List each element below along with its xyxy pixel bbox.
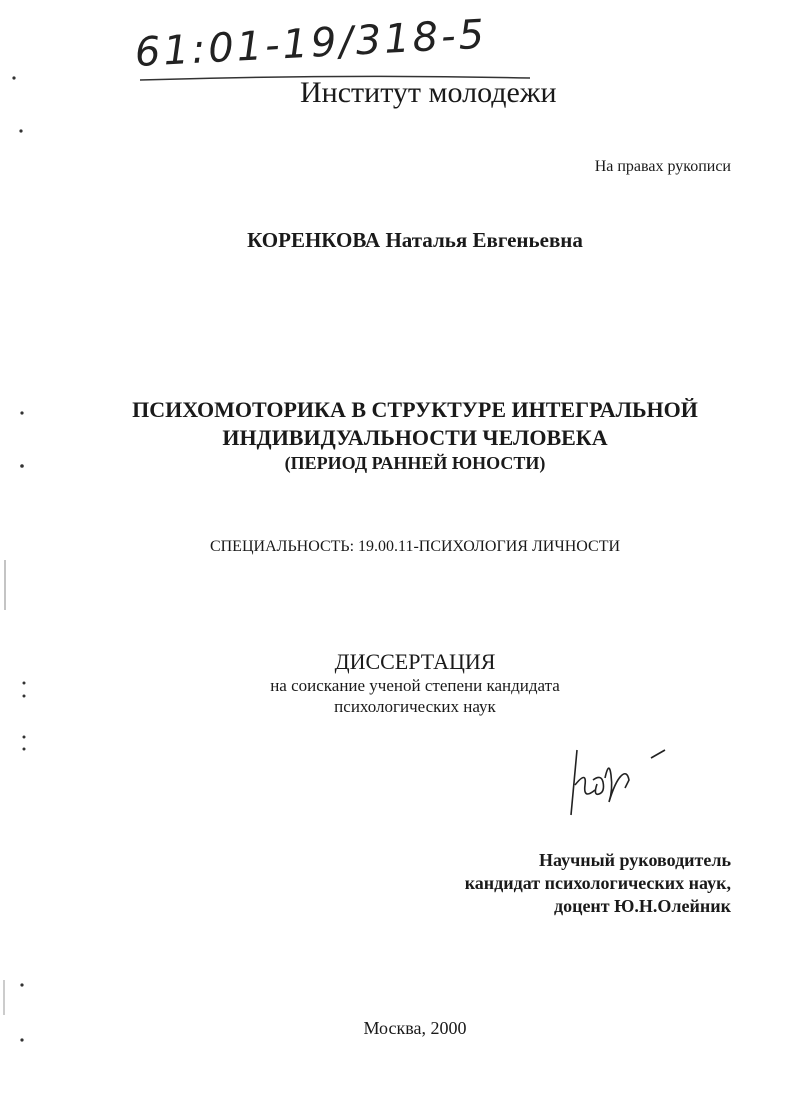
title-line-1: ПСИХОМОТОРИКА В СТРУКТУРЕ ИНТЕГРАЛЬНОЙ bbox=[132, 397, 698, 422]
specialty: СПЕЦИАЛЬНОСТЬ: 19.00.11-ПСИХОЛОГИЯ ЛИЧНОСТИ bbox=[209, 538, 621, 555]
handwritten-signature bbox=[565, 730, 675, 820]
manuscript-note: На правах рукописи bbox=[594, 158, 731, 175]
scan-dot bbox=[12, 76, 15, 79]
archive-code: 61:01-19/318-5 bbox=[133, 11, 489, 76]
scan-dot bbox=[20, 983, 23, 986]
scan-dot bbox=[23, 748, 26, 751]
author-name: КОРЕНКОВА Наталья Евгеньевна bbox=[247, 228, 583, 252]
dissertation-degree-line-2: психологических наук bbox=[334, 697, 496, 716]
supervisor-name: доцент Ю.Н.Олейник bbox=[553, 896, 731, 916]
supervisor-degree: кандидат психологических наук, bbox=[464, 873, 731, 893]
title-subtitle: (ПЕРИОД РАННЕЙ ЮНОСТИ) bbox=[284, 453, 546, 473]
dissertation-degree-line-1: на соискание ученой степени кандидата bbox=[270, 676, 560, 695]
city-year: Москва, 2000 bbox=[363, 1018, 467, 1038]
title-line-2: ИНДИВИДУАЛЬНОСТИ ЧЕЛОВЕКА bbox=[222, 425, 608, 450]
institution-name: Институт молодежи bbox=[300, 76, 557, 109]
scan-dot bbox=[19, 129, 22, 132]
supervisor-label: Научный руководитель bbox=[539, 850, 731, 870]
scan-dot bbox=[23, 736, 26, 739]
dissertation-heading: ДИССЕРТАЦИЯ bbox=[334, 649, 496, 674]
